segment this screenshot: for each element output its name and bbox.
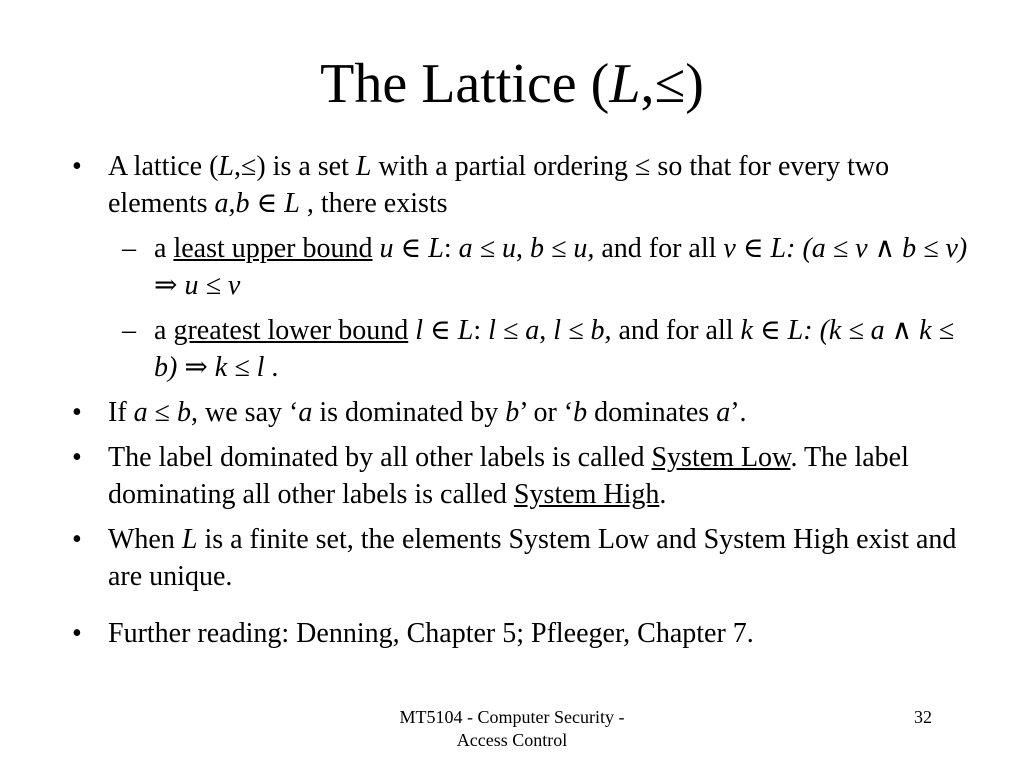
sub-bullet-marker: – [122,233,136,264]
bullet-system-low-high: • The label dominated by all other labels is called System Low. The label dominating all other labels is called System High. [72,439,972,513]
term-least-upper-bound: least upper bound [173,233,373,264]
bullet-marker: • [72,524,82,555]
bullet-marker: • [72,618,82,649]
footer-course-line: MT5104 - Computer Security - [399,707,625,727]
bullet-marker: • [72,151,82,182]
term-greatest-lower-bound: greatest lower bound [173,315,409,346]
footer-topic-line: Access Control [456,730,568,750]
subbullet-greatest-lower-bound: – a greatest lower bound l ∈ L: l ≤ a, l ≤ b, and for all k ∈ L: (k ≤ a ∧ k ≤ b) ⇒ k ≤ l . [72,312,972,386]
subbullet-least-upper-bound: – a least upper bound u ∈ L: a ≤ u, b ≤ u, and for all v ∈ L: (a ≤ v ∧ b ≤ v) ⇒ u ≤ v [72,230,972,304]
sub-bullet-marker: – [122,315,136,346]
term-system-high: System High [513,479,660,510]
bullet-lattice-definition: • A lattice (L,≤) is a set L with a partial ordering ≤ so that for every two elements a,b ∈ L , there exists [72,148,972,222]
slide-body [72,148,972,652]
bullet-marker: • [72,397,82,428]
slide-page-number: 32 [914,707,932,727]
bullet-finite-set: • When L is a finite set, the elements System Low and System High exist and are unique. [72,521,972,595]
bullet-further-reading: • Further reading: Denning, Chapter 5; Pfleeger, Chapter 7. [72,615,972,652]
slide-footer [362,706,662,752]
slide-title: The Lattice (L,≤) [320,53,704,115]
term-system-low: System Low [651,442,791,473]
bullet-dominated-by: • If a ≤ b, we say ‘a is dominated by b’ or ‘b dominates a’. [72,394,972,431]
bullet-marker: • [72,442,82,473]
